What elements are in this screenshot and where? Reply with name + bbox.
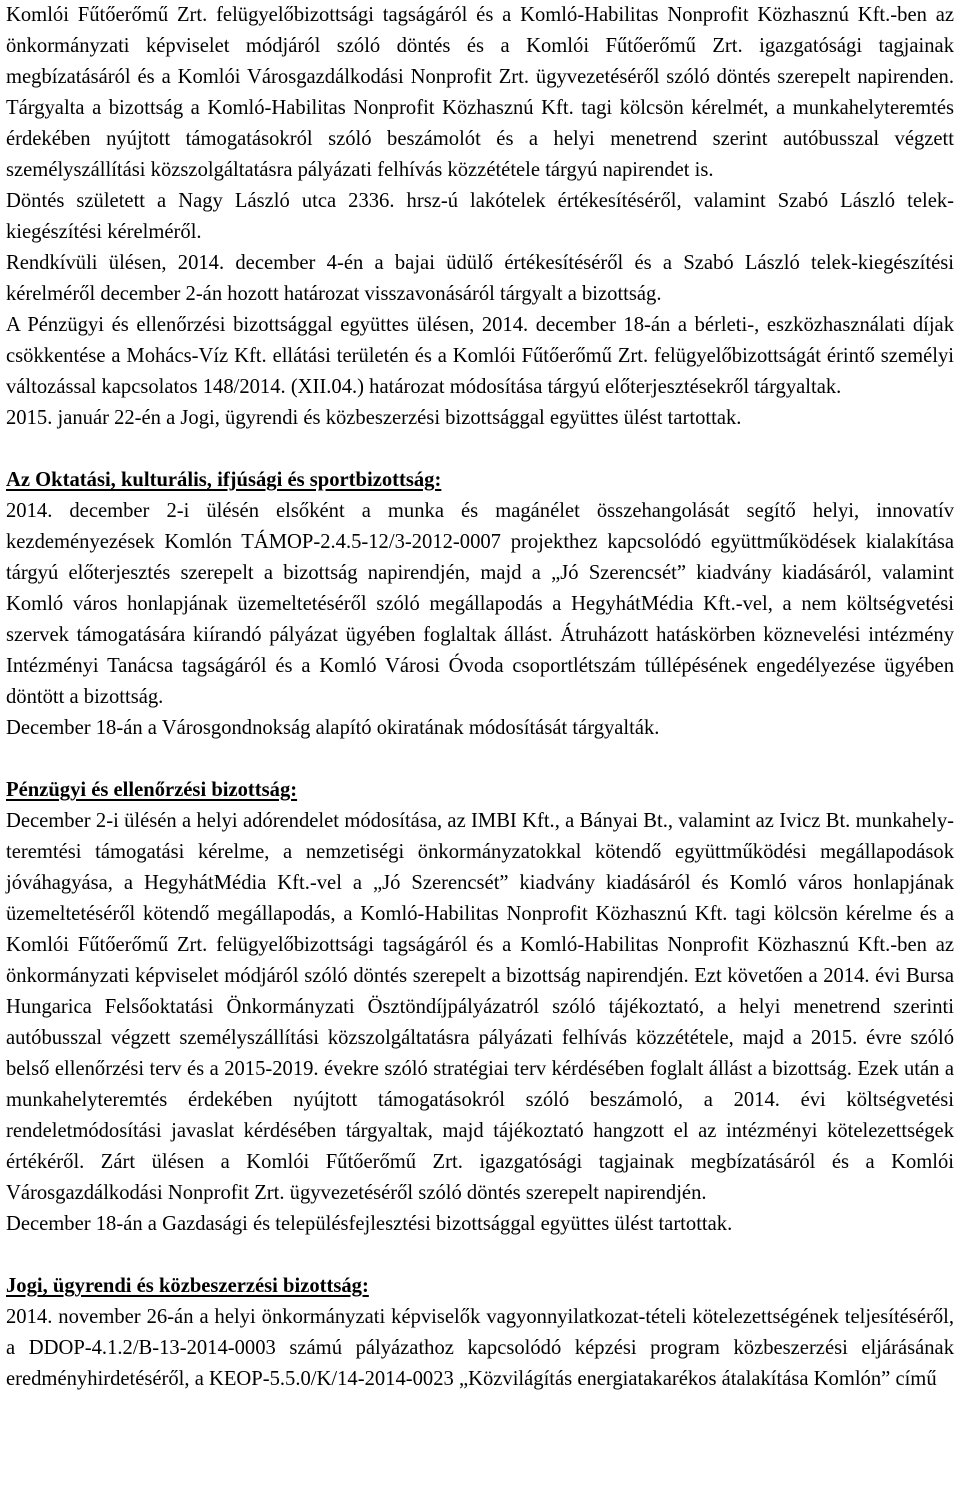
- section-board-summary: [6, 0, 954, 434]
- section-spacer: [6, 744, 954, 775]
- section-heading: Pénzügyi és ellenőrzési bizottság:: [6, 779, 298, 801]
- paragraph: 2014. december 2-i ülésén elsőként a munka és magánélet összehangolását segítő helyi, innovatív kezdeményezések Komlón TÁMOP-2.4.5-12/3-2012-0007 projekthez kapcsolódó együttműködések kialakítása tárgyú előterjesztés szerepelt a bizottság napirendjén, majd a „Jó Szerencsét” kiadvány kiadásáról, valamint Komló város honlapjának üzemeltetéséről szóló megállapodás a HegyhátMédia Kft.-vel, a nem költségvetési szervek támogatására kiírandó pályázat ügyében foglaltak állást. Átruházott hatáskörben köznevelési intézmény Intézményi Tanácsa tagságáról és a Komló Városi Óvoda csoportlétszám túllépésének engedélyezése ügyében döntött a bizottság.: [6, 500, 954, 708]
- paragraph: Komlói Fűtőerőmű Zrt. felügyelőbizottsági tagságáról és a Komló-Habilitas Nonprofit Közhasznú Kft.-ben az önkormányzati képviselet módjáról szóló döntés és a Komlói Fűtőerőmű Zrt. igazgatósági tagjainak megbízatásáról és a Komlói Városgazdálkodási Nonprofit Zrt. ügyvezetéséről szóló döntés szerepelt napirenden. Tárgyalta a bizottság a Komló-Habilitas Nonprofit Közhasznú Kft. tagi kölcsön kérelmét, a munkahelyteremtés érdekében nyújtott támogatásokról szóló beszámolót és a helyi menetrend szerint autóbusszal végzett személyszállítási közszolgáltatásra pályázati felhívás közzététele tárgyú napirendet is.: [6, 4, 954, 181]
- section-finance-committee: [6, 775, 954, 1240]
- document-page: [6, 0, 954, 1395]
- section-education-committee: [6, 465, 954, 744]
- section-heading: Az Oktatási, kulturális, ifjúsági és sportbizottság:: [6, 469, 442, 491]
- paragraph: 2015. január 22-én a Jogi, ügyrendi és közbeszerzési bizottsággal együttes ülést tartottak.: [6, 407, 742, 429]
- section-legal-committee: [6, 1271, 954, 1395]
- paragraph: December 2-i ülésén a helyi adórendelet módosítása, az IMBI Kft., a Bányai Bt., valamint az Ivicz Bt. munkahely-teremtési támogatási kérelme, a nemzetiségi önkormányzatokkal kötendő együttműködési megállapodások jóváhagyása, a HegyhátMédia Kft.-vel a „Jó Szerencsét” kiadvány kiadásáról és Komló város honlapjának üzemeltetéséről kötendő megállapodás, a Komló-Habilitas Nonprofit Közhasznú Kft. tagi kölcsön kérelme és a Komlói Fűtőerőmű Zrt. felügyelőbizottsági tagságáról és a Komló-Habilitas Nonprofit Közhasznú Kft.-ben az önkormányzati képviselet módjáról szóló döntés szerepelt a bizottság napirendjén. Ezt követően a 2014. évi Bursa Hungarica Felsőoktatási Önkormányzati Ösztöndíjpályázatról szóló tájékoztató, a helyi menetrend szerinti autóbusszal végzett személyszállítási közszolgáltatásra pályázati felhívás közzététele, majd a 2015. évre szóló belső ellenőrzési terv és a 2015-2019. évekre szóló stratégiai terv kérdésében foglalt állást a bizottság. Ezek után a munkahelyteremtés érdekében nyújtott támogatásokról szóló beszámoló, a 2014. évi költségvetési rendeletmódosítási javaslat kérdésében tárgyaltak, majd tájékoztató hangzott el az intézményi kötelezettségek értékéről. Zárt ülésen a Komlói Fűtőerőmű Zrt. igazgatósági tagjainak megbízatásáról és a Komlói Városgazdálkodási Nonprofit Zrt. ügyvezetéséről szóló döntés szerepelt napirendjén.: [6, 810, 954, 1204]
- paragraph: A Pénzügyi és ellenőrzési bizottsággal együttes ülésen, 2014. december 18-án a bérleti-, eszközhasználati díjak csökkentése a Mohács-Víz Kft. ellátási területén és a Komlói Fűtőerőmű Zrt. felügyelőbizottságát érintő személyi változással kapcsolatos 148/2014. (XII.04.) határozat módosítása tárgyú előterjesztésekről tárgyaltak.: [6, 314, 954, 398]
- paragraph: 2014. november 26-án a helyi önkormányzati képviselők vagyonnyilatkozat-tételi kötelezettségének teljesítéséről, a DDOP-4.1.2/B-13-2014-0003 számú pályázathoz kapcsolódó képzési program közbeszerzési eljárásának eredményhirdetéséről, a KEOP-5.5.0/K/14-2014-0023 „Közvilágítás energiatakarékos átalakítása Komlón” című: [6, 1306, 954, 1390]
- paragraph: Döntés született a Nagy László utca 2336. hrsz-ú lakótelek értékesítéséről, valamint Szabó László telek-kiegészítési kérelméről.: [6, 190, 954, 243]
- section-spacer: [6, 434, 954, 465]
- paragraph: December 18-án a Gazdasági és településfejlesztési bizottsággal együttes ülést tartottak.: [6, 1213, 733, 1235]
- paragraph: Rendkívüli ülésen, 2014. december 4-én a bajai üdülő értékesítéséről és a Szabó László telek-kiegészítési kérelméről december 2-án hozott határozat visszavonásáról tárgyalt a bizottság.: [6, 252, 954, 305]
- section-heading: Jogi, ügyrendi és közbeszerzési bizottság:: [6, 1275, 369, 1297]
- paragraph: December 18-án a Városgondnokság alapító okiratának módosítását tárgyalták.: [6, 717, 660, 739]
- section-spacer: [6, 1240, 954, 1271]
